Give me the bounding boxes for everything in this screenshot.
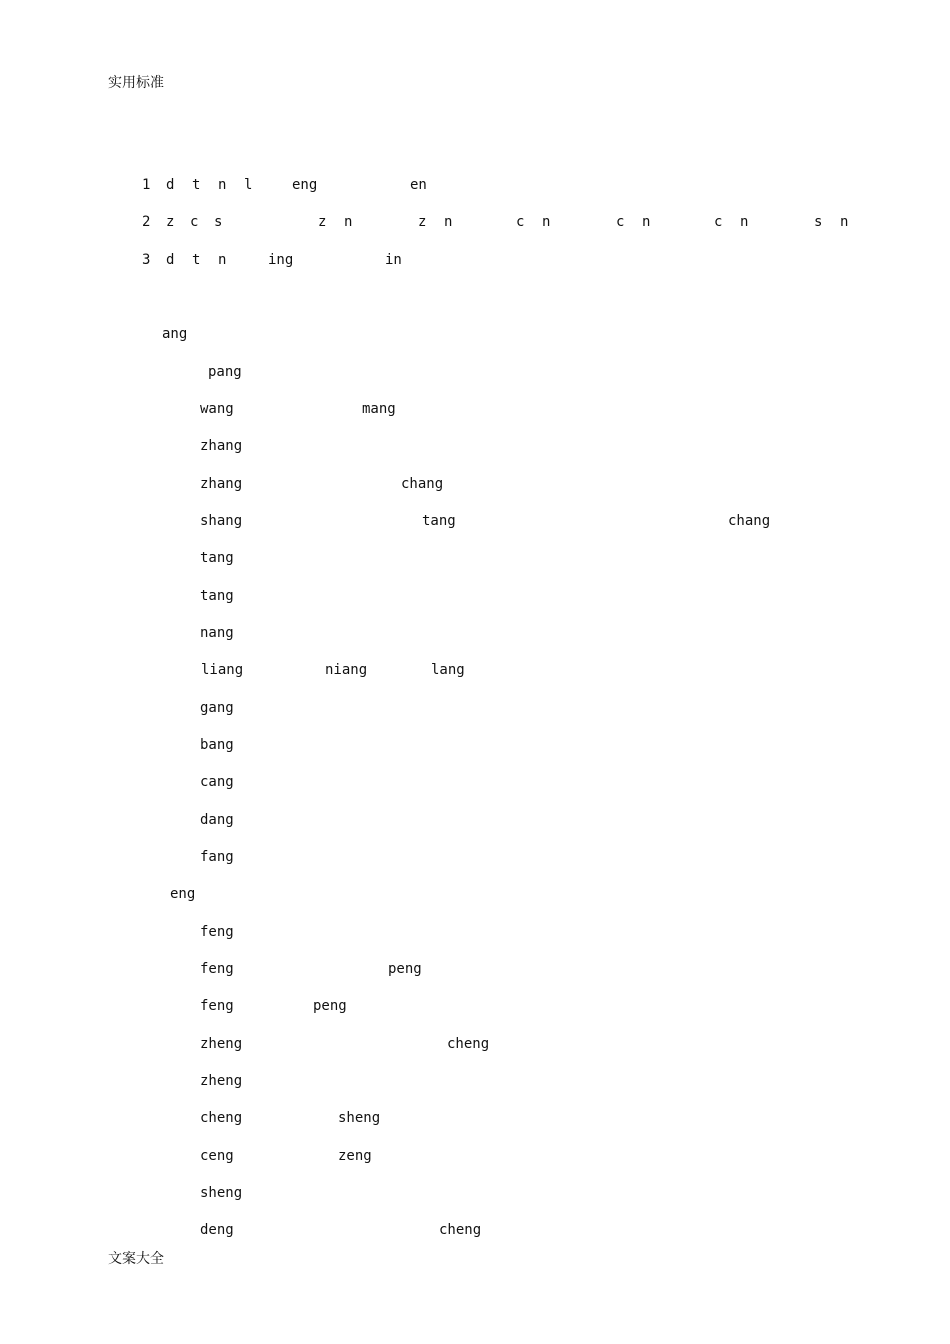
pinyin: deng — [200, 1222, 234, 1238]
rule-initial: t — [192, 252, 201, 268]
rule-part: n — [840, 214, 849, 230]
word-row — [150, 848, 234, 884]
rule-initial: c — [190, 214, 199, 230]
page-header: 实用标准 — [108, 75, 164, 91]
page-footer: 文案大全 — [108, 1251, 164, 1267]
pinyin: zhang — [200, 438, 243, 454]
word-row — [158, 363, 242, 399]
rule-final: eng — [292, 177, 318, 193]
rule-part: n — [344, 214, 353, 230]
pinyin: cheng — [439, 1222, 482, 1238]
word-row — [150, 1072, 243, 1108]
pinyin: nang — [200, 625, 234, 641]
pinyin: peng — [388, 961, 422, 977]
section-heading-eng — [150, 885, 196, 921]
pinyin: shang — [200, 513, 243, 529]
pinyin: feng — [200, 998, 234, 1014]
pinyin: cang — [200, 774, 234, 790]
pinyin: tang — [200, 588, 234, 604]
pinyin: peng — [313, 998, 347, 1014]
list-heading — [132, 288, 155, 324]
rule-number: 3 — [142, 252, 151, 268]
pinyin: cheng — [447, 1036, 490, 1052]
rule-part: z — [318, 214, 327, 230]
pinyin: wang — [200, 401, 234, 417]
pinyin: tang — [200, 550, 234, 566]
rule-final: en — [410, 177, 427, 193]
pinyin: cheng — [200, 1110, 243, 1126]
rule-initial: z — [166, 214, 175, 230]
word-row — [150, 1184, 243, 1220]
pinyin: chang — [401, 476, 444, 492]
word-row — [150, 773, 234, 809]
rule-final: in — [385, 252, 402, 268]
intro-line — [132, 101, 155, 137]
section-label: ang — [162, 326, 188, 342]
pinyin: pang — [208, 364, 242, 380]
pinyin: gang — [200, 700, 234, 716]
pinyin: mang — [362, 401, 396, 417]
rule-initial: d — [166, 252, 175, 268]
word-row — [150, 624, 234, 660]
rule-part: n — [740, 214, 749, 230]
rule-initial: n — [218, 177, 227, 193]
rule-part: n — [542, 214, 551, 230]
pinyin: feng — [200, 961, 234, 977]
rule-part: z — [418, 214, 427, 230]
rule-number: 1 — [142, 177, 151, 193]
rule-initial: d — [166, 177, 175, 193]
section-label: eng — [170, 886, 196, 902]
section-heading-ang — [142, 325, 188, 361]
rule-initial: l — [244, 177, 253, 193]
pinyin: sheng — [338, 1110, 381, 1126]
word-row — [150, 736, 234, 772]
pinyin: chang — [728, 513, 771, 529]
rule-part: c — [616, 214, 625, 230]
word-row — [150, 923, 234, 959]
rule-part: c — [714, 214, 723, 230]
pinyin: bang — [200, 737, 234, 753]
pinyin: lang — [431, 662, 465, 678]
pinyin: zeng — [338, 1148, 372, 1164]
rule-number: 2 — [142, 214, 151, 230]
pinyin: tang — [422, 513, 456, 529]
rule-initial: n — [218, 252, 227, 268]
word-row — [150, 811, 234, 847]
word-row — [150, 699, 234, 735]
pinyin: fang — [200, 849, 234, 865]
rule-final: ing — [268, 252, 294, 268]
word-row — [150, 587, 234, 623]
rule-part: c — [516, 214, 525, 230]
rule-initial: t — [192, 177, 201, 193]
pinyin: zhang — [200, 476, 243, 492]
pinyin: dang — [200, 812, 234, 828]
rule-part: s — [814, 214, 823, 230]
rule-part: n — [444, 214, 453, 230]
word-row — [150, 549, 234, 585]
pinyin: zheng — [200, 1036, 243, 1052]
pinyin: niang — [325, 662, 368, 678]
pinyin: feng — [200, 924, 234, 940]
pinyin: liang — [201, 662, 244, 678]
pinyin: zheng — [200, 1073, 243, 1089]
pinyin: sheng — [200, 1185, 243, 1201]
pinyin: ceng — [200, 1148, 234, 1164]
rule-part: n — [642, 214, 651, 230]
word-row — [150, 437, 243, 473]
rule-initial: s — [214, 214, 223, 230]
